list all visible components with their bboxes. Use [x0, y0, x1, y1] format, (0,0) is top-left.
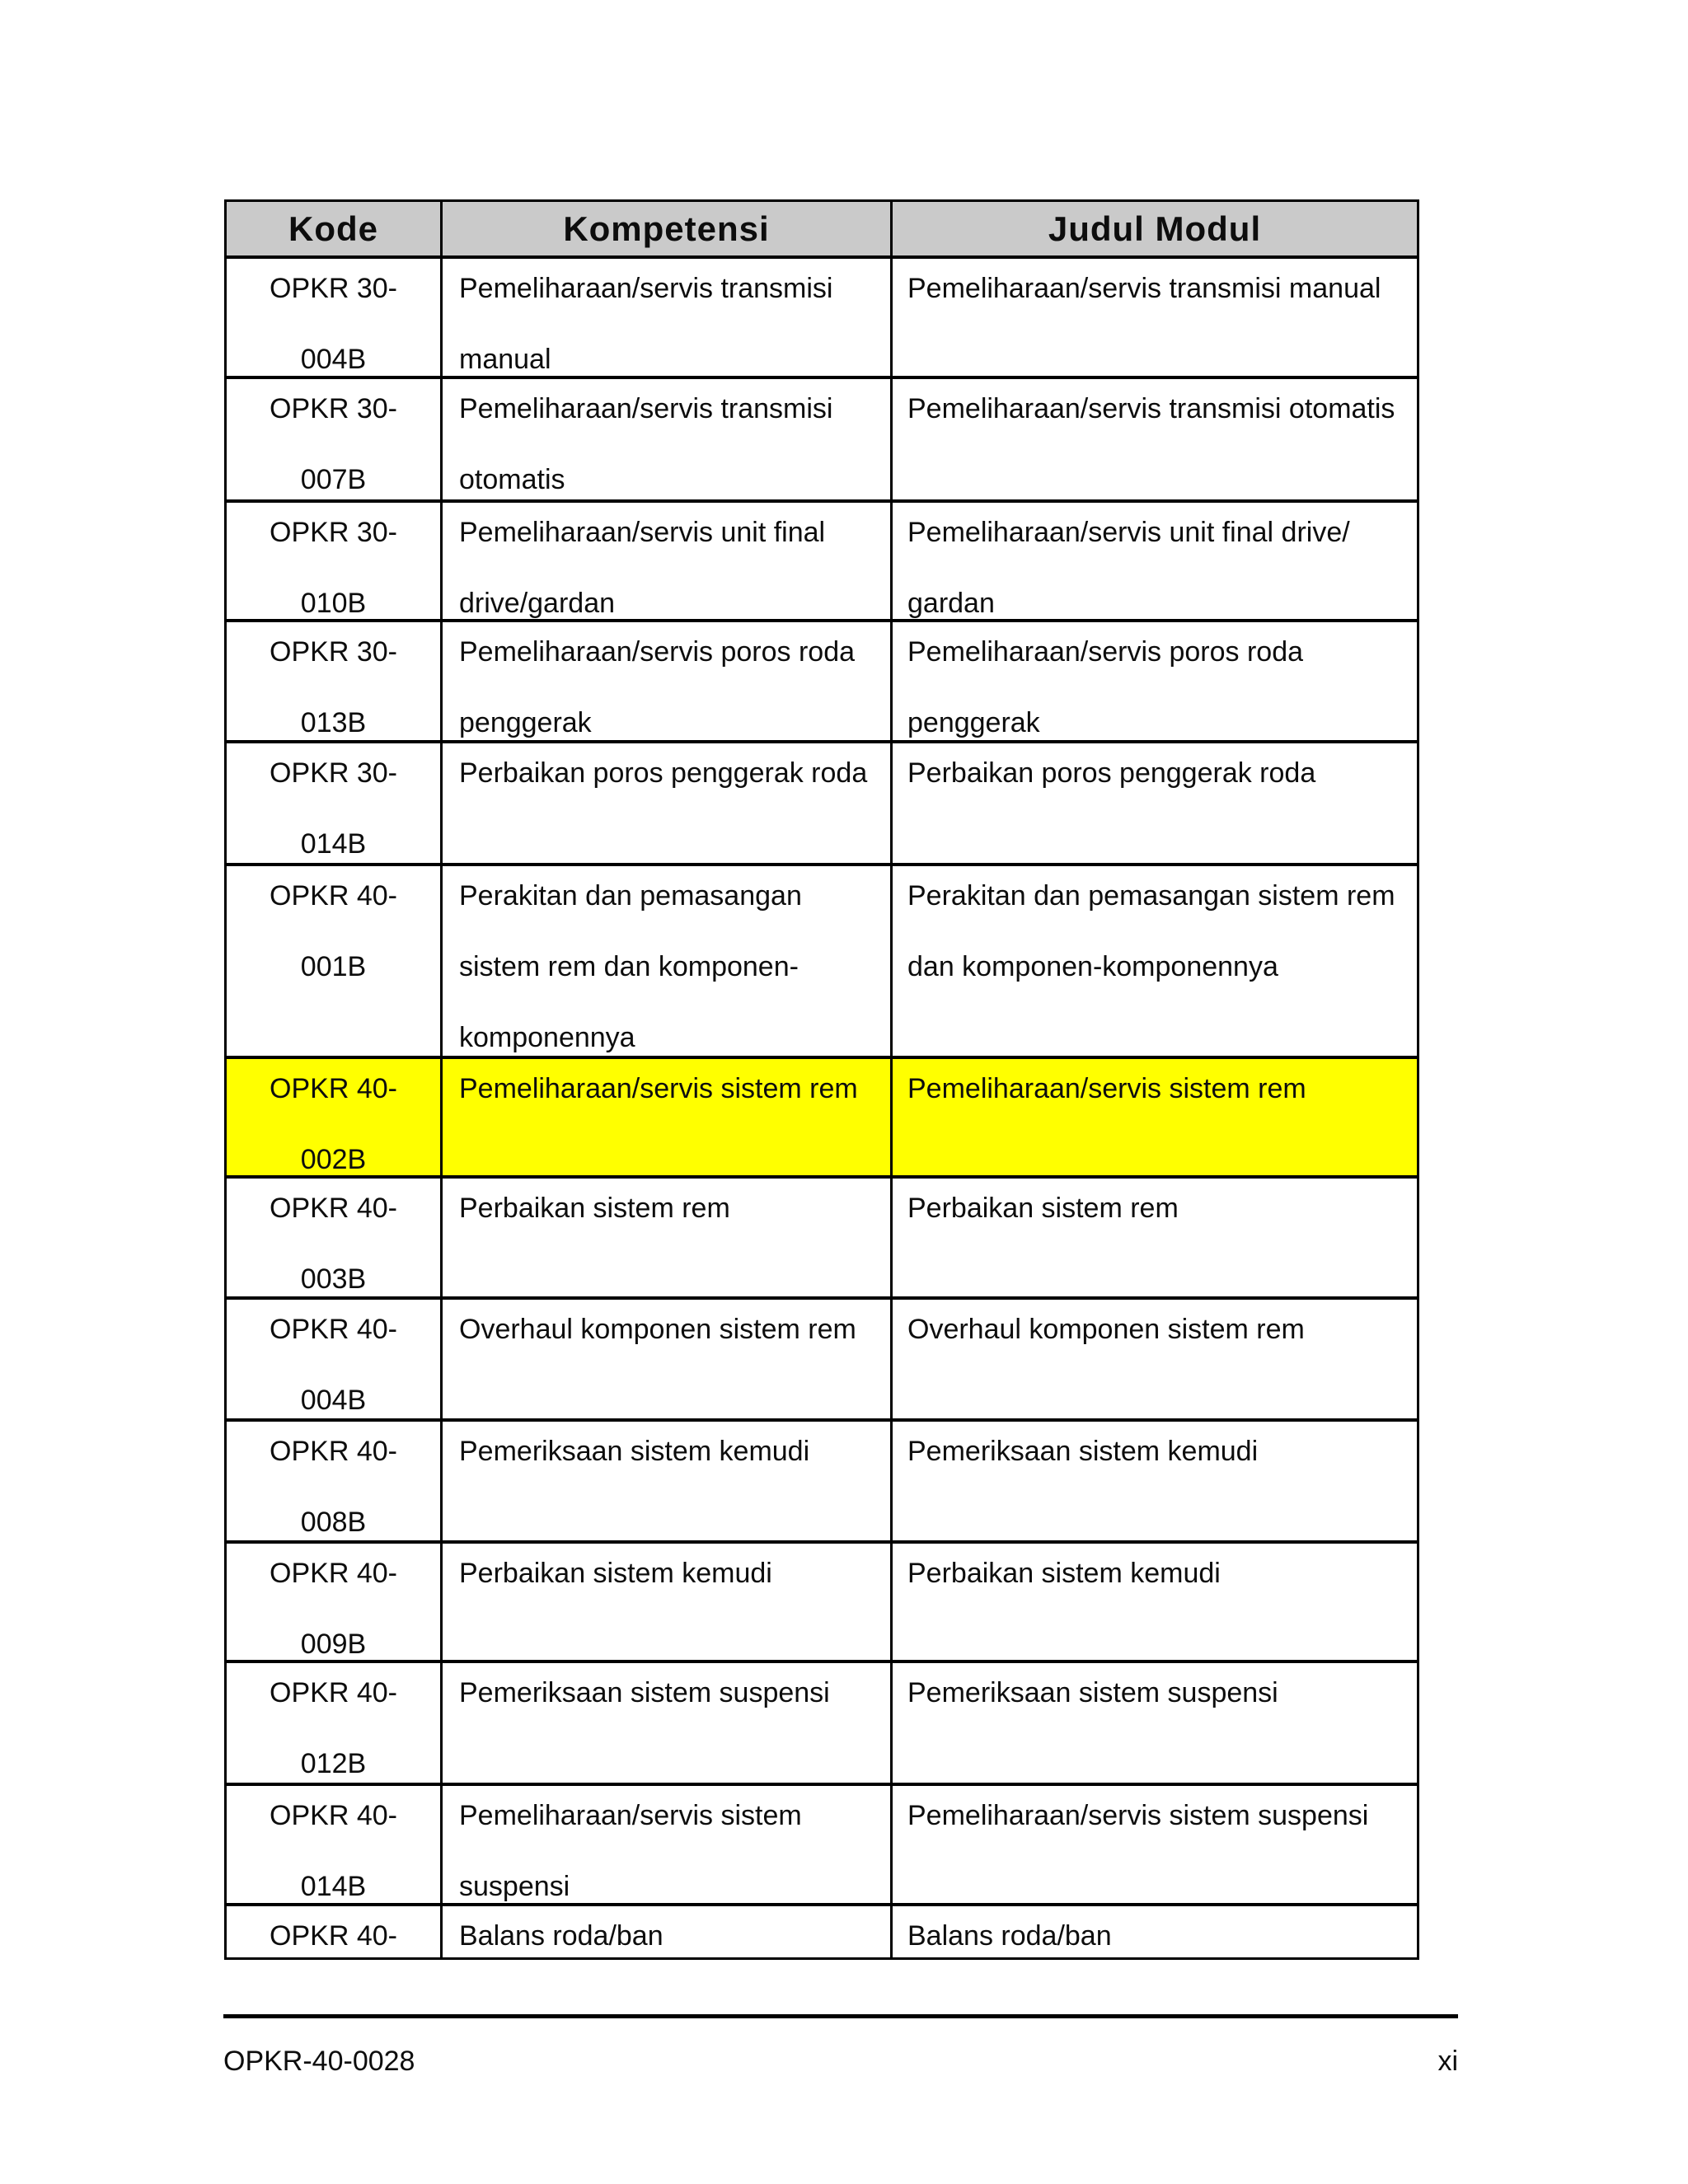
cell-line: 008B [300, 1507, 367, 1538]
cell-line: sistem rem dan komponen- [459, 951, 799, 982]
page-footer [223, 2046, 1458, 2078]
cell-kode [227, 1544, 443, 1660]
cell-kompetensi [443, 1786, 893, 1903]
column-header-kode: Kode [227, 202, 443, 255]
cell-line: OPKR 40- [270, 1193, 397, 1224]
cell-line: Perbaikan sistem kemudi [459, 1558, 772, 1589]
cell-line: Perbaikan sistem rem [459, 1193, 730, 1224]
cell-line: Pemeriksaan sistem kemudi [459, 1436, 810, 1467]
cell-line: OPKR 30- [270, 517, 397, 548]
cell-kompetensi [443, 1059, 893, 1175]
cell-line: 003B [300, 1263, 367, 1295]
cell-line: drive/gardan [459, 588, 616, 619]
cell-judul [893, 1422, 1417, 1540]
cell-line: 009B [300, 1629, 367, 1660]
cell-line: 014B [300, 1871, 367, 1902]
cell-line: Pemeliharaan/servis sistem rem [907, 1073, 1306, 1104]
cell-judul [893, 1786, 1417, 1903]
column-header-judul-modul: Judul Modul [893, 202, 1417, 255]
cell-line: Perbaikan sistem kemudi [907, 1558, 1221, 1589]
table-row [227, 379, 1417, 503]
footer-document-code: OPKR-40-0028 [223, 2046, 415, 2077]
footer-page-number: xi [1437, 2046, 1458, 2077]
cell-kompetensi [443, 743, 893, 863]
cell-judul [893, 622, 1417, 740]
cell-line: Pemeliharaan/servis sistem [459, 1800, 802, 1831]
cell-kompetensi [443, 1300, 893, 1418]
cell-kode [227, 1663, 443, 1783]
cell-kode [227, 743, 443, 863]
cell-line: Pemeriksaan sistem suspensi [459, 1677, 830, 1708]
cell-line: OPKR 30- [270, 273, 397, 304]
cell-kode [227, 1059, 443, 1175]
cell-kompetensi [443, 866, 893, 1056]
table-header-row [227, 202, 1417, 259]
cell-line: gardan [907, 588, 995, 619]
table-row [227, 743, 1417, 866]
cell-kode [227, 503, 443, 619]
cell-line: OPKR 40- [270, 1677, 397, 1708]
cell-line: Pemeliharaan/servis unit final drive/ [907, 517, 1350, 548]
cell-kompetensi [443, 503, 893, 619]
table-row [227, 1544, 1417, 1663]
cell-judul [893, 743, 1417, 863]
cell-line: Pemeliharaan/servis poros roda [907, 636, 1304, 668]
cell-kode [227, 1300, 443, 1418]
cell-line: dan komponen-komponennya [907, 951, 1278, 982]
table-body [227, 259, 1417, 1957]
table-row [227, 1422, 1417, 1544]
table-row [227, 866, 1417, 1059]
cell-line: Perakitan dan pemasangan [459, 880, 802, 912]
table-row [227, 1300, 1417, 1422]
cell-judul [893, 866, 1417, 1056]
table-row-highlighted [227, 1059, 1417, 1179]
cell-line: 004B [300, 344, 367, 375]
cell-line: OPKR 40- [270, 880, 397, 912]
column-header-kompetensi: Kompetensi [443, 202, 893, 255]
cell-line: 013B [300, 707, 367, 738]
cell-judul [893, 1906, 1417, 1957]
cell-line: 007B [300, 464, 367, 495]
cell-line: manual [459, 344, 551, 375]
cell-judul [893, 1179, 1417, 1296]
cell-line: OPKR 40- [270, 1558, 397, 1589]
cell-line: penggerak [459, 707, 592, 738]
cell-line: Pemeliharaan/servis transmisi otomatis [907, 393, 1395, 424]
cell-line: OPKR 40- [270, 1314, 397, 1345]
cell-kompetensi [443, 1544, 893, 1660]
cell-judul [893, 1300, 1417, 1418]
cell-judul [893, 259, 1417, 376]
cell-line: OPKR 40- [270, 1073, 397, 1104]
cell-kode [227, 1179, 443, 1296]
cell-kode [227, 622, 443, 740]
cell-line: Balans roda/ban [459, 1920, 663, 1952]
cell-kompetensi [443, 1663, 893, 1783]
cell-kompetensi [443, 1179, 893, 1296]
cell-kompetensi [443, 1906, 893, 1957]
competency-table [224, 199, 1419, 1960]
cell-line: otomatis [459, 464, 565, 495]
table-row [227, 1663, 1417, 1786]
cell-line: 002B [300, 1144, 367, 1175]
cell-line: Perbaikan sistem rem [907, 1193, 1179, 1224]
cell-line: Pemeliharaan/servis sistem suspensi [907, 1800, 1369, 1831]
table-row [227, 503, 1417, 622]
cell-line: 014B [300, 828, 367, 860]
cell-line: Perakitan dan pemasangan sistem rem [907, 880, 1395, 912]
cell-judul [893, 503, 1417, 619]
cell-judul [893, 1663, 1417, 1783]
cell-line: Pemeliharaan/servis transmisi [459, 273, 833, 304]
cell-line: Overhaul komponen sistem rem [907, 1314, 1305, 1345]
cell-line: suspensi [459, 1871, 570, 1902]
cell-line: Pemeriksaan sistem suspensi [907, 1677, 1278, 1708]
cell-line: OPKR 40- [270, 1436, 397, 1467]
cell-kode [227, 259, 443, 376]
cell-kompetensi [443, 622, 893, 740]
cell-kode [227, 379, 443, 499]
cell-kode [227, 1906, 443, 1957]
table-row [227, 259, 1417, 379]
cell-line: Pemeliharaan/servis transmisi manual [907, 273, 1381, 304]
cell-line: 004B [300, 1385, 367, 1416]
cell-kompetensi [443, 379, 893, 499]
cell-line: Pemeriksaan sistem kemudi [907, 1436, 1259, 1467]
cell-line: komponennya [459, 1022, 635, 1053]
footer-divider [223, 2014, 1458, 2018]
cell-line: OPKR 30- [270, 636, 397, 668]
cell-judul [893, 1544, 1417, 1660]
cell-kode [227, 866, 443, 1056]
cell-line: 001B [300, 951, 367, 982]
cell-line: Perbaikan poros penggerak roda [459, 757, 868, 789]
cell-kode [227, 1422, 443, 1540]
cell-line: Pemeliharaan/servis poros roda [459, 636, 856, 668]
cell-line: OPKR 30- [270, 757, 397, 789]
cell-line: 010B [300, 588, 367, 619]
cell-line: Pemeliharaan/servis sistem rem [459, 1073, 858, 1104]
table-row [227, 1786, 1417, 1906]
cell-line: Pemeliharaan/servis unit final [459, 517, 826, 548]
table-row [227, 1906, 1417, 1957]
cell-line: Overhaul komponen sistem rem [459, 1314, 856, 1345]
cell-line: OPKR 40- [270, 1920, 397, 1952]
table-row [227, 1179, 1417, 1300]
cell-line: OPKR 30- [270, 393, 397, 424]
cell-kompetensi [443, 259, 893, 376]
cell-line: OPKR 40- [270, 1800, 397, 1831]
cell-judul [893, 1059, 1417, 1175]
cell-kompetensi [443, 1422, 893, 1540]
cell-line: Balans roda/ban [907, 1920, 1112, 1952]
cell-line: Perbaikan poros penggerak roda [907, 757, 1316, 789]
cell-line: Pemeliharaan/servis transmisi [459, 393, 833, 424]
table-row [227, 622, 1417, 743]
cell-judul [893, 379, 1417, 499]
cell-line: 012B [300, 1748, 367, 1779]
cell-kode [227, 1786, 443, 1903]
cell-line: penggerak [907, 707, 1040, 738]
